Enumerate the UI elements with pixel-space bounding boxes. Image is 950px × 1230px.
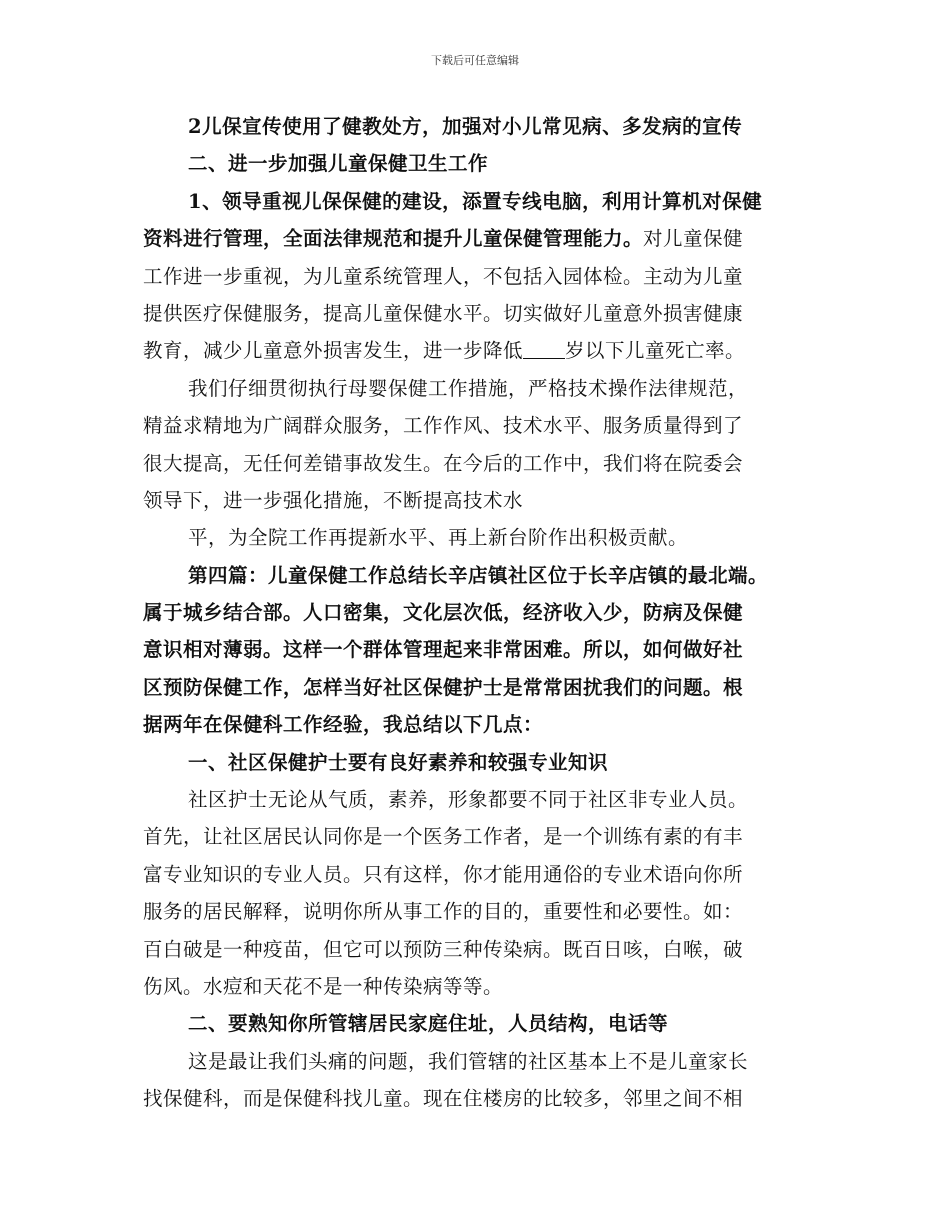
paragraph-line	[143, 220, 811, 257]
paragraph-line: 很大提高，无任何差错事故发生。在今后的工作中，我们将在院委会	[143, 451, 744, 475]
paragraph-line: 2儿保宣传使用了健教处方，加强对小儿常见病、多发病的宣传	[188, 115, 743, 138]
paragraph-line: 平，为全院工作再提新水平、再上新台阶作出积极贡献。	[188, 526, 689, 550]
paragraph-line: 伤风。水痘和天花不是一种传染病等等。	[143, 974, 504, 998]
page-header: 下载后可任意编辑	[431, 54, 519, 67]
paragraph-line: 1、领导重视儿保保健的建设，添置专线电脑，利用计算机对保健	[188, 189, 763, 213]
paragraph-line: 社区护士无论从气质，素养，形象都要不同于社区非专业人员。	[188, 788, 749, 812]
paragraph-line: 我们仔细贯彻执行母婴保健工作措施，严格技术操作法律规范，	[188, 376, 749, 400]
text-segment: 教育，减少儿童意外损害发生，进一步降低	[143, 339, 524, 363]
paragraph-line: 区预防保健工作，怎样当好社区保健护士是常常困扰我们的问题。根	[143, 675, 744, 699]
bold-text: 资料进行管理，全面法律规范和提升儿童保健管理能力。	[143, 227, 644, 251]
paragraph-line: 提供医疗保健服务，提高儿童保健水平。切实做好儿童意外损害健康	[143, 301, 744, 325]
fill-in-blank	[523, 338, 565, 359]
paragraph-line: 据两年在保健科工作经验，我总结以下几点：	[143, 713, 544, 737]
paragraph-line: 属于城乡结合部。人口密集，文化层次低，经济收入少，防病及保健	[143, 601, 744, 625]
paragraph-line: 首先，让社区居民认同你是一个医务工作者，是一个训练有素的有丰	[143, 825, 744, 849]
chapter-heading: 第四篇：儿童保健工作总结长辛店镇社区位于长辛店镇的最北端。	[188, 563, 769, 587]
paragraph-line	[143, 332, 811, 369]
paragraph-line: 意识相对薄弱。这样一个群体管理起来非常困难。所以，如何做好社	[143, 638, 744, 662]
paragraph-line: 这是最让我们头痛的问题，我们管辖的社区基本上不是儿童家长	[188, 1049, 749, 1073]
paragraph-line: 领导下，进一步强化措施，不断提高技术水	[143, 488, 524, 512]
paragraph-line: 服务的居民解释，说明你所从事工作的目的，重要性和必要性。如：	[143, 900, 744, 924]
paragraph-line: 找保健科，而是保健科找儿童。现在住楼房的比较多，邻里之间不相	[143, 1087, 744, 1111]
section-heading: 一、社区保健护士要有良好素养和较强专业知识	[188, 750, 609, 774]
paragraph-line: 精益求精地为广阔群众服务，工作作风、技术水平、服务质量得到了	[143, 414, 744, 438]
paragraph-line: 富专业知识的专业人员。只有这样，你才能用通俗的专业术语向你所	[143, 862, 744, 886]
document-body	[143, 108, 811, 1118]
normal-text: 对儿童保健	[643, 227, 744, 251]
paragraph-line: 工作进一步重视，为儿童系统管理人，不包括入园体检。主动为儿童	[143, 264, 744, 288]
paragraph-line: 百白破是一种疫苗，但它可以预防三种传染病。既百日咳，白喉，破	[143, 937, 744, 961]
section-heading: 二、要熟知你所管辖居民家庭住址，人员结构，电话等	[188, 1012, 669, 1036]
text-segment: 岁以下儿童死亡率。	[565, 339, 746, 363]
section-heading: 二、进一步加强儿童保健卫生工作	[188, 152, 489, 176]
